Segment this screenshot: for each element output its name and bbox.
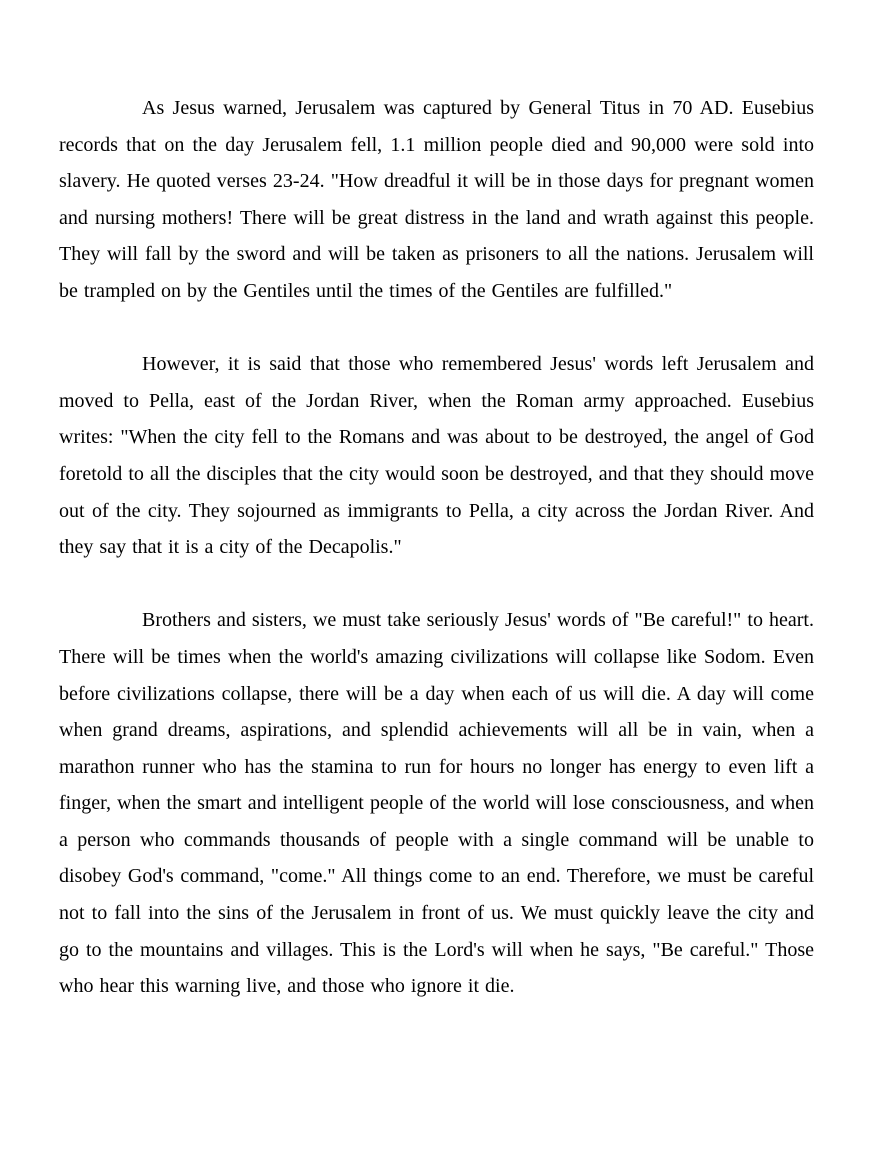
paragraph-be-careful: Brothers and sisters, we must take seriously Jesus' words of "Be careful!" to heart. There will be times when the world's amazing civilizations will collapse like Sodom. Even before civilizations collapse, there will be a day when each of us will die. A day will come when grand dreams, aspirations, and splendid achievements will all be in vain, when a marathon runner who has the stamina to run for hours no longer has energy to even lift a finger, when the smart and intelligent people of the world will lose consciousness, and when a person who commands thousands of people with a single command will be unable to disobey God's command, "come." All things come to an end. Therefore, we must be careful not to fall into the sins of the Jerusalem in front of us. We must quickly leave the city and go to the mountains and villages. This is the Lord's will when he says, "Be careful." Those who hear this warning live, and those who ignore it die. [59, 609, 814, 998]
paragraph-jerusalem-captured: As Jesus warned, Jerusalem was captured by General Titus in 70 AD. Eusebius records that on the day Jerusalem fell, 1.1 million people died and 90,000 were sold into slavery. He quoted verses 23-24. "How dreadful it will be in those days for pregnant women and nursing mothers! There will be great distress in the land and wrath against this people. They will fall by the sword and will be taken as prisoners to all the nations. Jerusalem will be trampled on by the Gentiles until the times of the Gentiles are fulfilled." [59, 97, 814, 302]
paragraph-flight-to-pella: However, it is said that those who remembered Jesus' words left Jerusalem and moved to Pella, east of the Jordan River, when the Roman army approached. Eusebius writes: "When the city fell to the Romans and was about to be destroyed, the angel of God foretold to all the disciples that the city would soon be destroyed, and that they should move out of the city. They sojourned as immigrants to Pella, a city across the Jordan River. And they say that it is a city of the Decapolis." [59, 353, 814, 559]
